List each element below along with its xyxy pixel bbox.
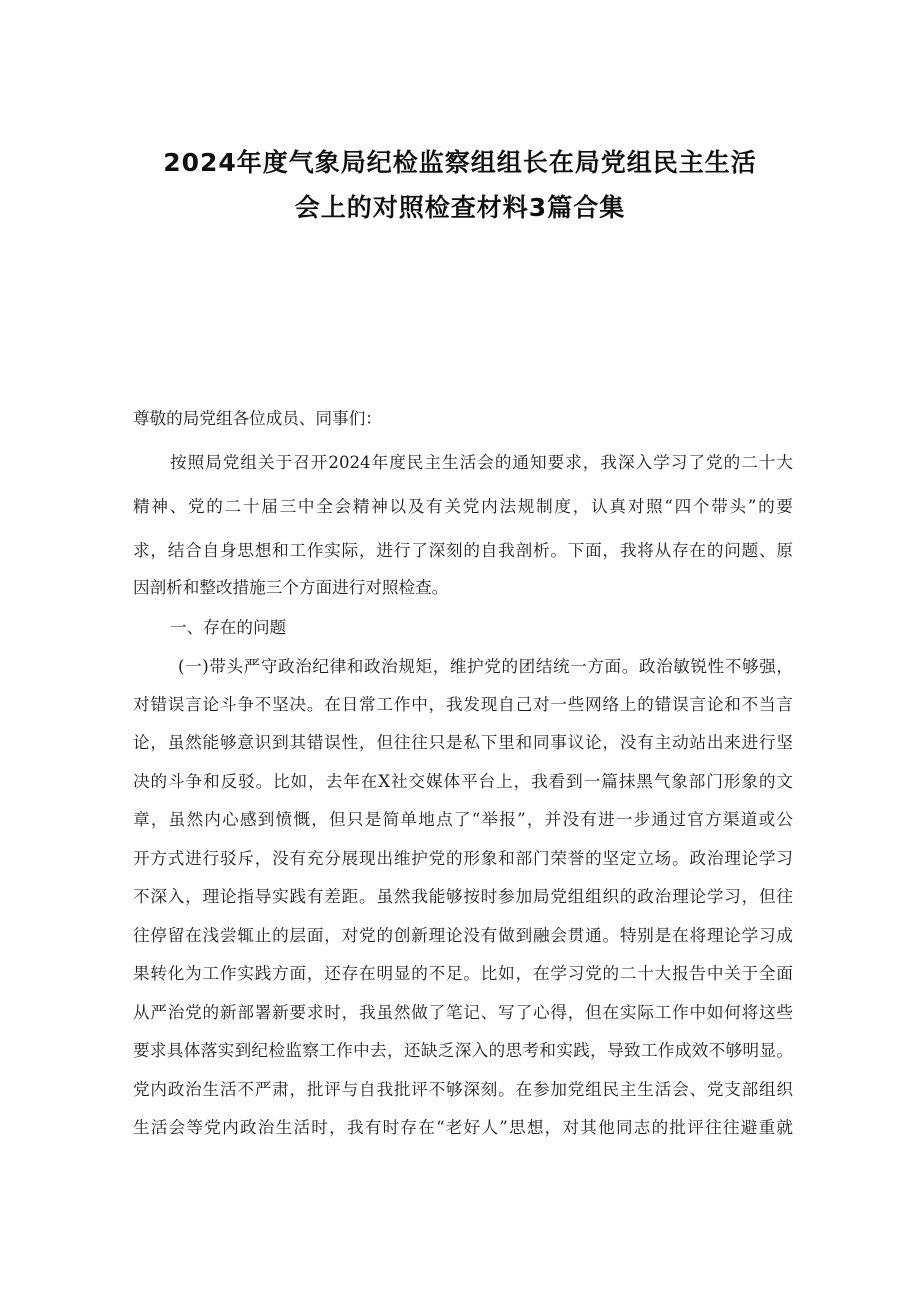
document-title-line-1: 2024年度气象局纪检监察组组长在局党组民主生活 [163, 148, 757, 177]
paragraph-line: 党内政治生活不严肃，批评与自我批评不够深刻。在参加党组民主生活会、党支部组织 [133, 1080, 793, 1099]
paragraph-line: 求，结合自身思想和工作实际，进行了深刻的自我剖析。下面，我将从存在的问题、原 [133, 541, 793, 560]
document-title-line-2: 会上的对照检查材料3篇合集 [294, 193, 626, 222]
paragraph-line: 精神、党的二十届三中全会精神以及有关党内法规制度，认真对照“四个带头”的要 [133, 497, 793, 516]
paragraph-line: 论，虽然能够意识到其错误性，但往往只是私下里和同事议论，没有主动站出来进行坚 [133, 733, 793, 752]
paragraph-line: (一)带头严守政治纪律和政治规矩，维护党的团结统一方面。政治敏锐性不够强， [178, 657, 793, 676]
paragraph-line: 要求具体落实到纪检监察工作中去，还缺乏深入的思考和实践，导致工作成效不够明显。 [133, 1041, 793, 1060]
paragraph-line: 决的斗争和反驳。比如，去年在X社交媒体平台上，我看到一篇抹黑气象部门形象的文 [133, 772, 793, 791]
paragraph-line: 不深入，理论指导实践有差距。虽然我能够按时参加局党组组织的政治理论学习，但往 [133, 887, 793, 906]
paragraph-line: 章，虽然内心感到愤慨，但只是简单地点了“举报”，并没有进一步通过官方渠道或公 [133, 810, 793, 829]
paragraph-line: 生活会等党内政治生活时，我有时存在“老好人”思想，对其他同志的批评往往避重就 [133, 1118, 793, 1137]
paragraph-line: 从严治党的新部署新要求时，我虽然做了笔记、写了心得，但在实际工作中如何将这些 [133, 1003, 793, 1022]
paragraph-line: 因剖析和整改措施三个方面进行对照检查。 [133, 578, 449, 597]
paragraph-line: 果转化为工作实践方面，还存在明显的不足。比如，在学习党的二十大报告中关于全面 [133, 964, 793, 983]
paragraph-line: 开方式进行驳斥，没有充分展现出维护党的形象和部门荣誉的坚定立场。政治理论学习 [133, 849, 793, 868]
paragraph-line: 按照局党组关于召开2024年度民主生活会的通知要求，我深入学习了党的二十大 [170, 453, 793, 472]
paragraph-line: 对错误言论斗争不坚决。在日常工作中，我发现自己对一些网络上的错误言论和不当言 [133, 695, 793, 714]
section-heading: 一、存在的问题 [170, 618, 287, 637]
paragraph-line: 往停留在浅尝辄止的层面，对党的创新理论没有做到融会贯通。特别是在将理论学习成 [133, 926, 793, 945]
greeting: 尊敬的局党组各位成员、同事们： [133, 409, 382, 428]
